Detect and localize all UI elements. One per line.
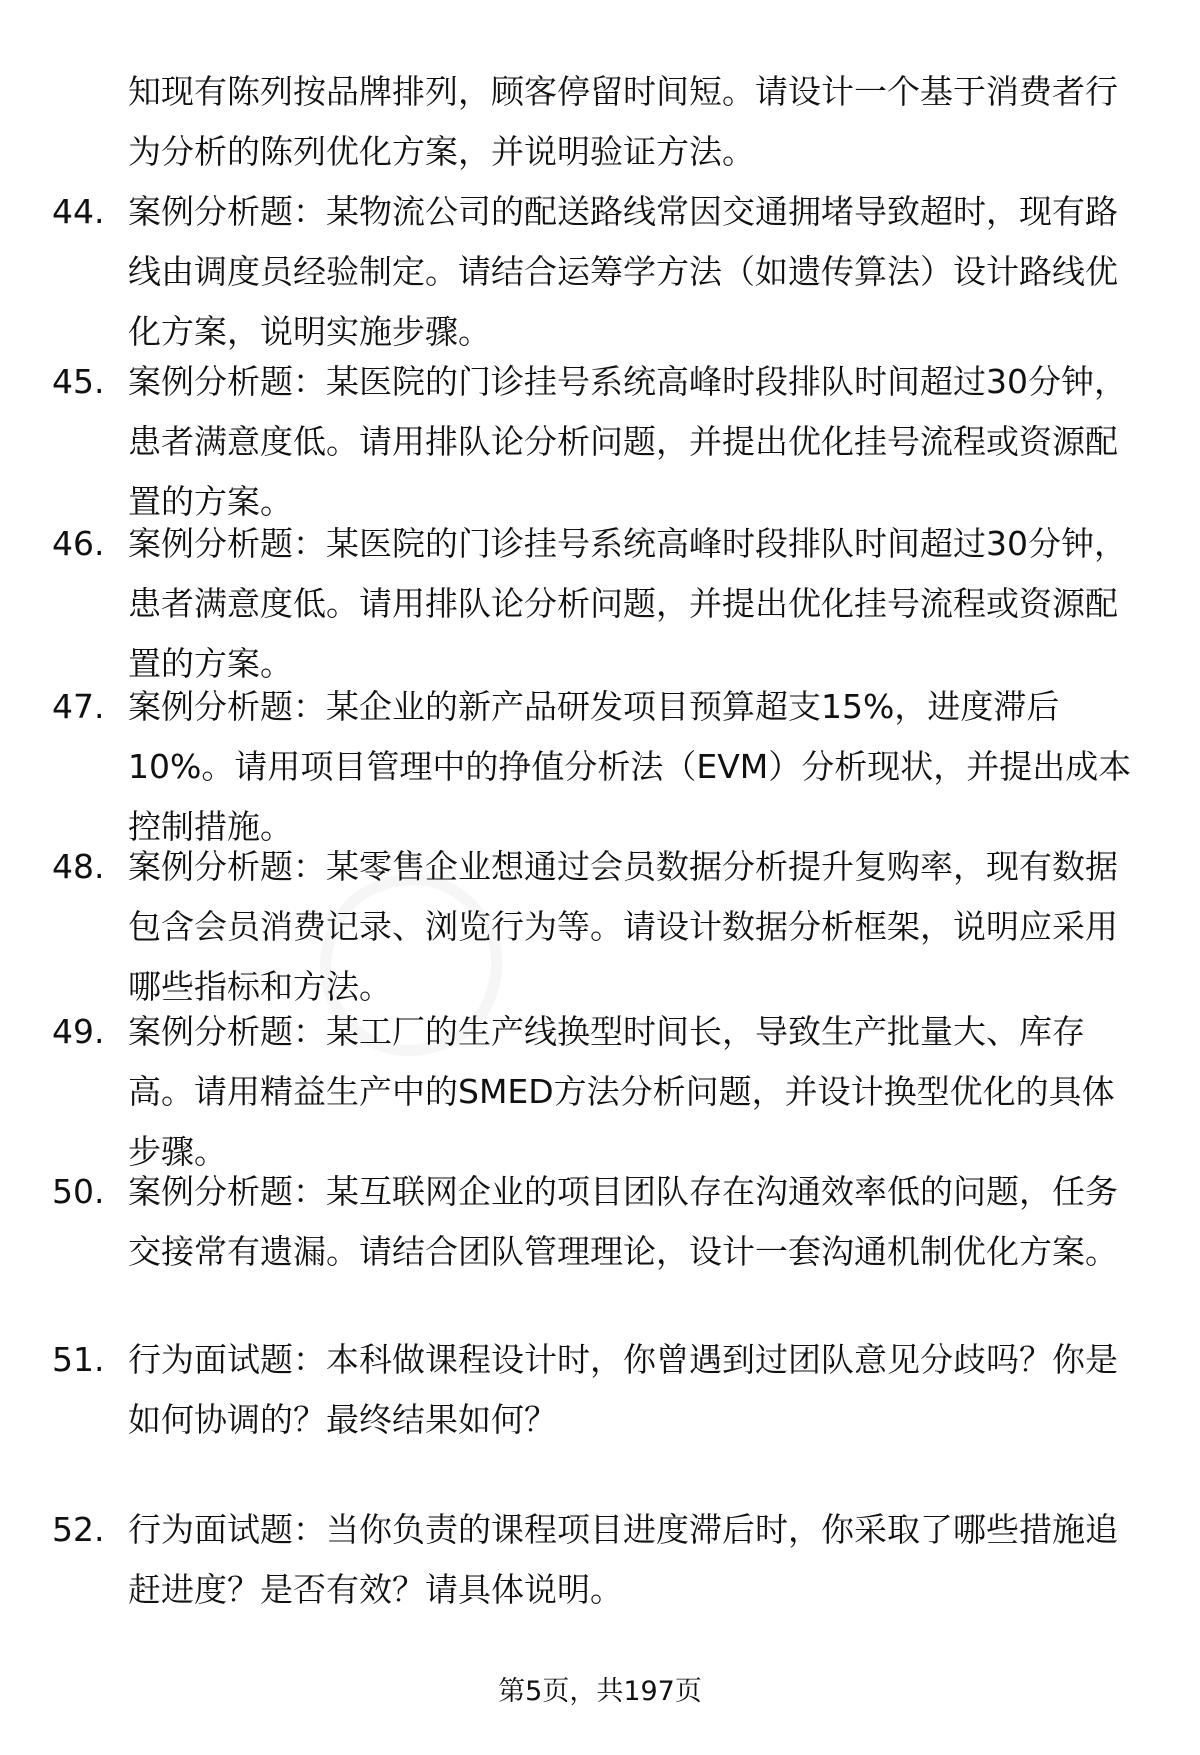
question-text: 案例分析题：某工厂的生产线换型时间长，导致生产批量大、库存高。请用精益生产中的SMED方法分析问题，并设计换型优化的具体步骤。	[128, 1012, 1115, 1171]
question-text: 行为面试题：当你负责的课程项目进度滞后时，你采取了哪些措施追赶进度？是否有效？请具体说明。	[128, 1510, 1118, 1609]
question-item	[52, 182, 1142, 362]
question-number: 52.	[52, 1510, 105, 1549]
question-item	[52, 352, 1142, 532]
question-number: 49.	[52, 1012, 105, 1051]
question-item	[52, 1500, 1142, 1620]
question-number: 51.	[52, 1340, 105, 1379]
question-item	[52, 837, 1142, 1017]
continued-question-text: 知现有陈列按品牌排列，顾客停留时间短。请设计一个基于消费者行为分析的陈列优化方案，并说明验证方法。	[128, 72, 1118, 171]
question-number: 50.	[52, 1172, 105, 1211]
question-number: 45.	[52, 362, 105, 401]
question-text: 案例分析题：某医院的门诊挂号系统高峰时段排队时间超过30分钟，患者满意度低。请用排队论分析问题，并提出优化挂号流程或资源配置的方案。	[128, 362, 1127, 521]
question-number: 47.	[52, 687, 105, 726]
question-text: 行为面试题：本科做课程设计时，你曾遇到过团队意见分歧吗？你是如何协调的？最终结果如何？	[128, 1340, 1118, 1439]
question-item	[52, 1330, 1142, 1450]
question-text: 案例分析题：某物流公司的配送路线常因交通拥堵导致超时，现有路线由调度员经验制定。请结合运筹学方法（如遗传算法）设计路线优化方案，说明实施步骤。	[128, 192, 1118, 351]
question-item	[52, 1162, 1142, 1282]
question-item	[52, 1002, 1142, 1182]
question-number: 46.	[52, 524, 105, 563]
question-item	[52, 514, 1142, 694]
question-text: 案例分析题：某零售企业想通过会员数据分析提升复购率，现有数据包含会员消费记录、浏览行为等。请设计数据分析框架，说明应采用哪些指标和方法。	[128, 847, 1118, 1006]
question-text: 案例分析题：某医院的门诊挂号系统高峰时段排队时间超过30分钟，患者满意度低。请用排队论分析问题，并提出优化挂号流程或资源配置的方案。	[128, 524, 1127, 683]
question-number: 48.	[52, 847, 105, 886]
question-text: 案例分析题：某互联网企业的项目团队存在沟通效率低的问题，任务交接常有遗漏。请结合团队管理理论，设计一套沟通机制优化方案。	[128, 1172, 1118, 1271]
question-text: 案例分析题：某企业的新产品研发项目预算超支15%，进度滞后10%。请用项目管理中的挣值分析法（EVM）分析现状，并提出成本控制措施。	[128, 687, 1132, 846]
question-number: 44.	[52, 192, 105, 231]
page-number-footer: 第5页，共197页	[498, 1676, 702, 1707]
question-item	[52, 677, 1142, 857]
